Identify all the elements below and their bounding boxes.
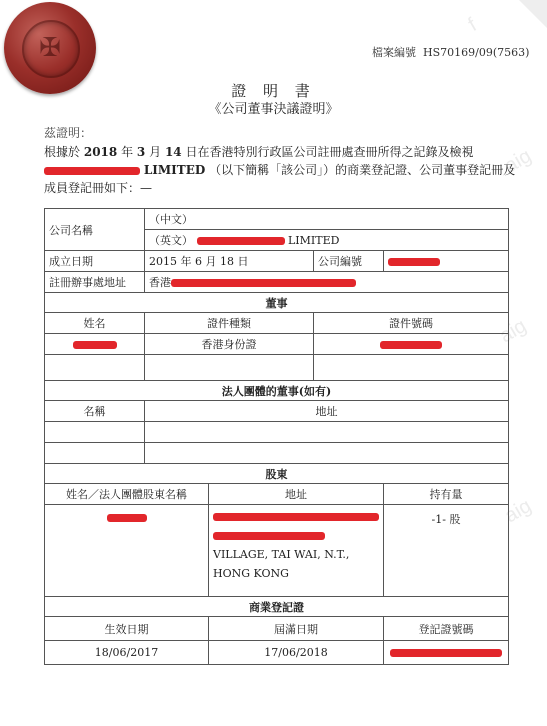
document-subtitle: 《公司董事決議證明》 — [208, 102, 339, 117]
corporate-directors-heading: 法人團體的董事(如有) — [45, 381, 509, 401]
business-registration-heading: 商業登記證 — [45, 597, 509, 617]
document-title: 證 明 書 — [231, 82, 316, 100]
redaction-mark — [44, 167, 140, 175]
redaction-mark — [390, 649, 502, 657]
watermark: aig — [501, 494, 536, 528]
shareholders-col-holding: 持有量 — [384, 484, 509, 505]
certifies-label: 茲證明： — [44, 126, 93, 140]
company-number-label: 公司編號 — [314, 251, 384, 272]
corporate-directors-col-name: 名稱 — [45, 401, 145, 422]
wax-seal-icon: ✠ — [4, 2, 96, 94]
page-corner-fold — [519, 0, 547, 28]
chinese-name-cell: （中文） — [145, 209, 509, 230]
registered-office-value: 香港 — [145, 272, 509, 293]
redaction-mark — [197, 237, 285, 245]
redaction-mark — [73, 341, 117, 349]
br-cert-number — [384, 641, 509, 665]
directors-heading: 董事 — [45, 293, 509, 313]
br-col-cert-number: 登記證號碼 — [384, 617, 509, 641]
watermark: aig — [496, 314, 531, 348]
redaction-mark — [213, 532, 325, 540]
intro-paragraph: 根據於 2018 年 3 月 14 日在香港特別行政區公司註冊處查冊所得之記錄及檢視 LIMITED （以下簡稱「該公司」）的商業登記證、公司董事登記冊及成員登記冊如下：— — [44, 145, 516, 195]
directors-col-name: 姓名 — [45, 313, 145, 334]
incorporation-label: 成立日期 — [45, 251, 145, 272]
company-record-table — [44, 208, 509, 665]
watermark: f — [464, 14, 481, 36]
director-id-number — [314, 334, 509, 355]
shareholder-address: VILLAGE, TAI WAI, N.T., HONG KONG — [209, 505, 384, 597]
shareholders-col-name: 姓名／法人團體股東名稱 — [45, 484, 209, 505]
incorporation-date: 2015 年 6 月 18 日 — [145, 251, 314, 272]
br-expiry-date: 17/06/2018 — [209, 641, 384, 665]
shareholder-name — [45, 505, 209, 597]
corporate-directors-col-address: 地址 — [145, 401, 509, 422]
br-col-expiry: 屆滿日期 — [209, 617, 384, 641]
redaction-mark — [171, 279, 356, 287]
english-name-cell: （英文） LIMITED — [145, 230, 509, 251]
director-id-type: 香港身份證 — [145, 334, 314, 355]
company-name-label: 公司名稱 — [45, 209, 145, 251]
directors-col-id-number: 證件號碼 — [314, 313, 509, 334]
file-reference: 檔案編號 HS70169/09(7563) — [372, 46, 530, 59]
redaction-mark — [388, 258, 440, 266]
directors-col-id-type: 證件種類 — [145, 313, 314, 334]
director-name — [45, 334, 145, 355]
redaction-mark — [107, 514, 147, 522]
br-effective-date: 18/06/2017 — [45, 641, 209, 665]
redaction-mark — [380, 341, 442, 349]
br-col-effective: 生效日期 — [45, 617, 209, 641]
watermark: aig — [501, 144, 536, 178]
redaction-mark — [213, 513, 379, 521]
shareholder-holding: -1- 股 — [384, 505, 509, 597]
registered-office-label: 註冊辦事處地址 — [45, 272, 145, 293]
shareholders-col-address: 地址 — [209, 484, 384, 505]
company-number-value — [384, 251, 509, 272]
shareholders-heading: 股東 — [45, 464, 509, 484]
